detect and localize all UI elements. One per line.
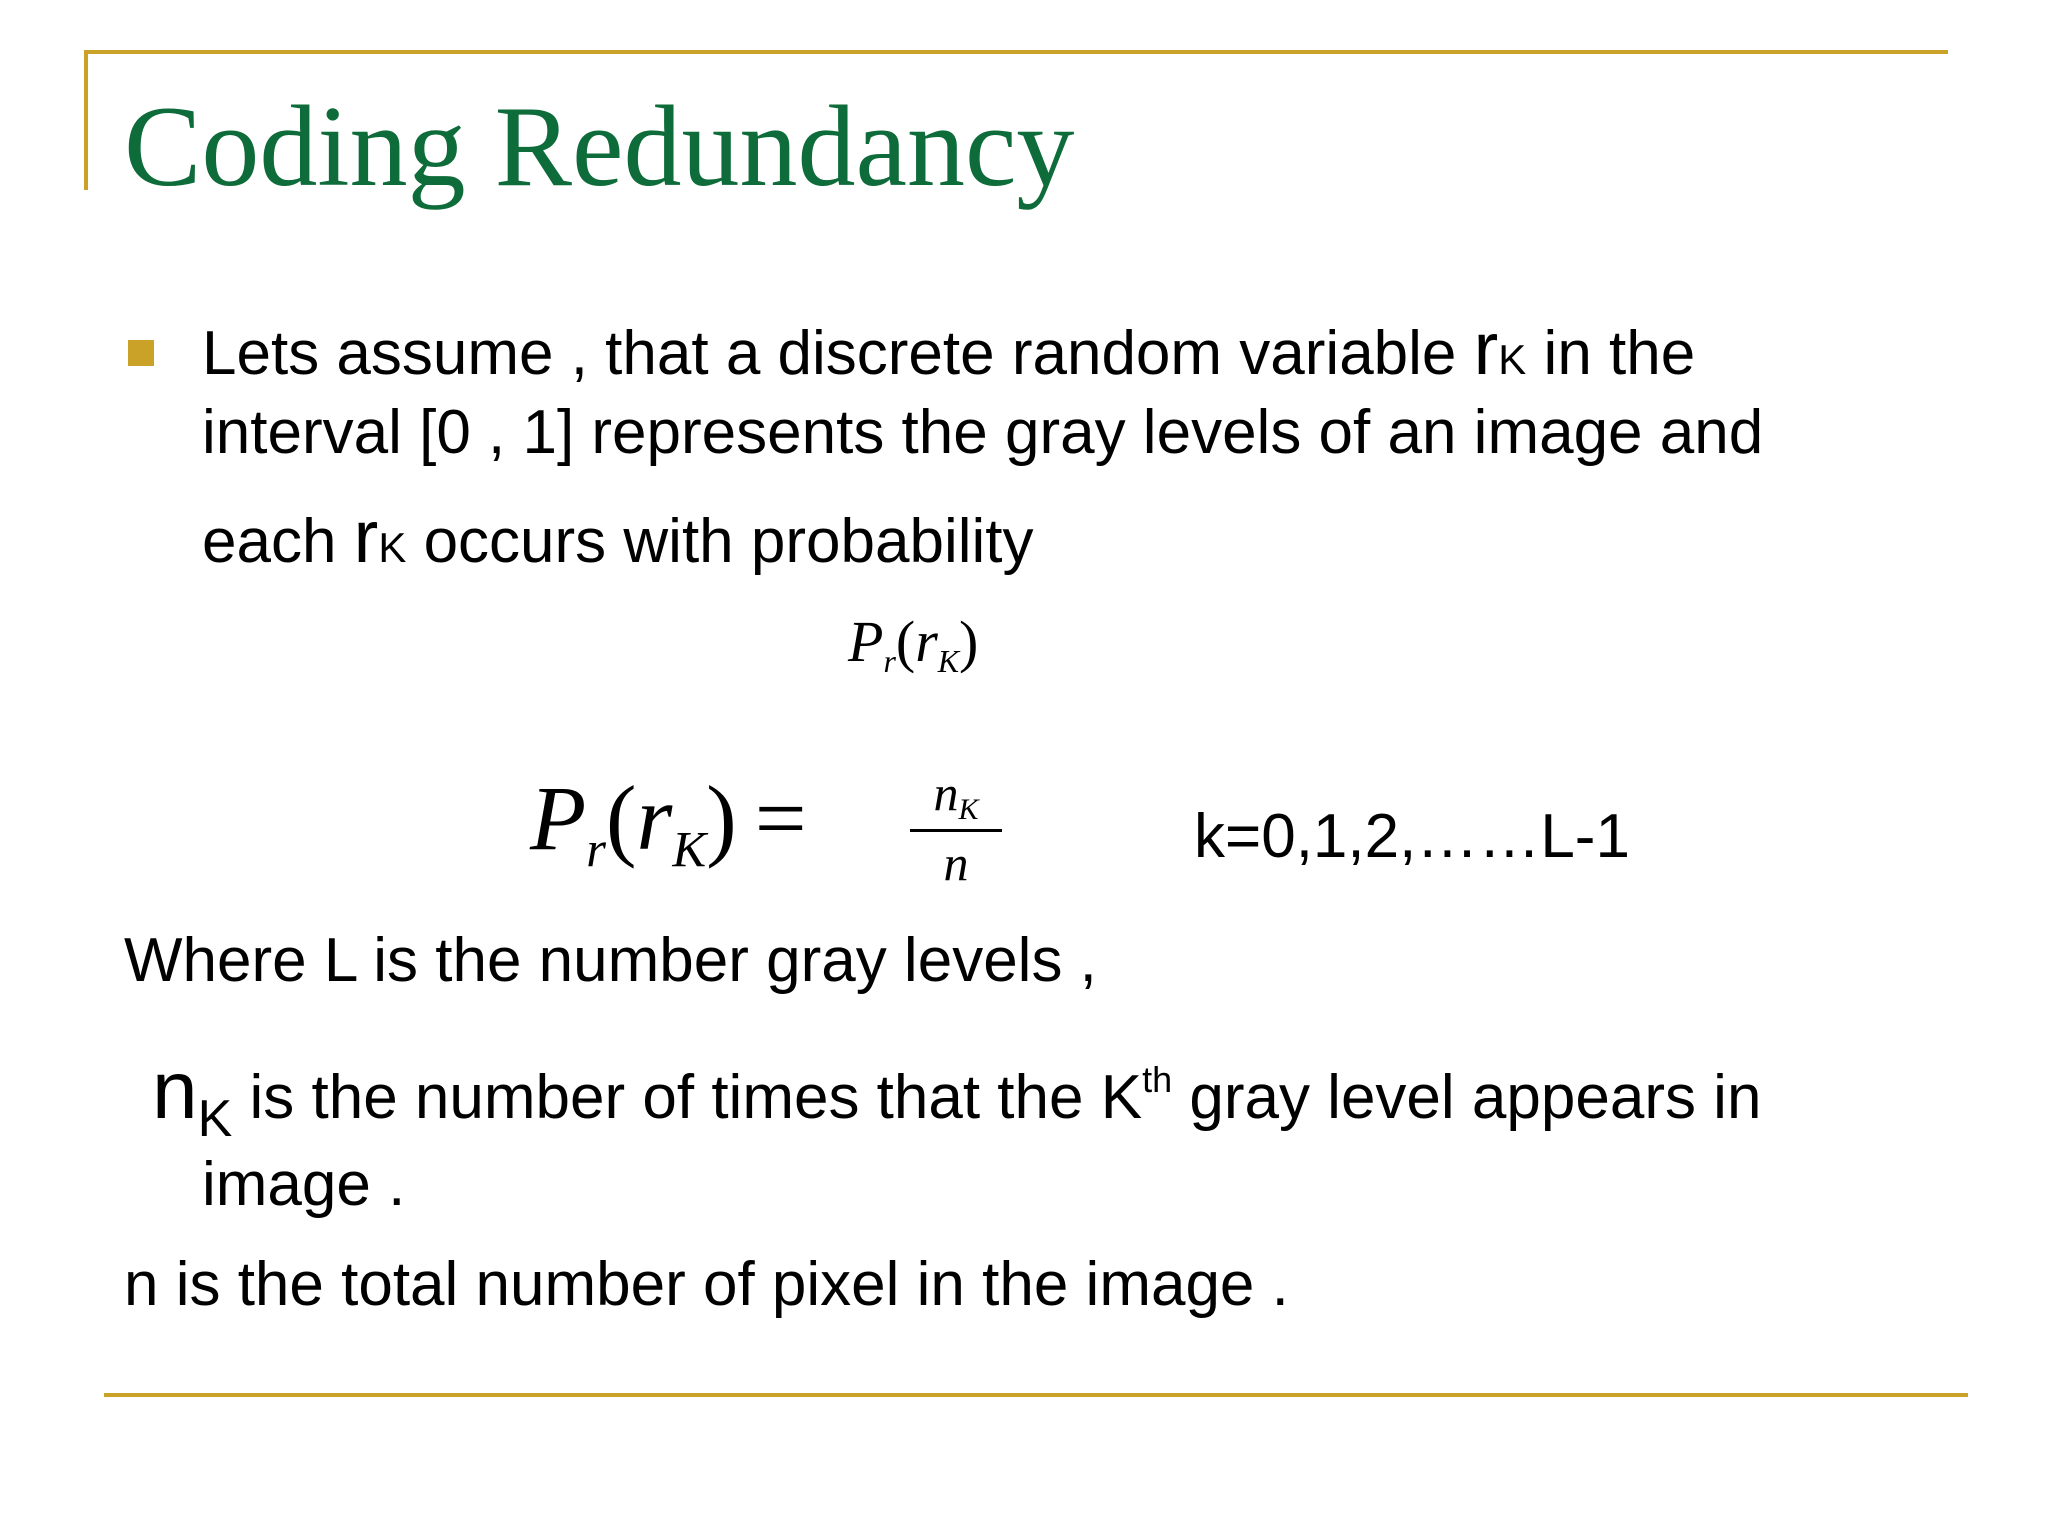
nk-symbol: n	[152, 1045, 198, 1136]
fraction-denominator: n	[943, 835, 969, 891]
top-gold-rule	[84, 50, 1948, 54]
random-variable-subscript: K	[378, 524, 407, 571]
probability-expression: $P_r(r_K)$	[848, 609, 979, 680]
bullet-line-3	[202, 495, 1034, 578]
kth-superscript: th	[1142, 1059, 1173, 1100]
slide-title: Coding Redundancy	[124, 83, 1075, 211]
where-line: Where L is the number gray levels ,	[124, 926, 1097, 995]
fraction-bar	[910, 829, 1002, 832]
random-variable-r: r	[353, 495, 379, 578]
bullet-line-1	[202, 307, 1696, 390]
probability-formula-lhs: $P_r(r_K)$ =	[530, 767, 807, 878]
left-gold-rule	[84, 50, 88, 190]
nk-definition-continuation: image .	[202, 1150, 406, 1219]
fraction-numerator: $n_K$	[933, 765, 979, 826]
probability-fraction	[910, 765, 1002, 891]
k-range: k=0,1,2,……L-1	[1194, 802, 1630, 871]
nk-subscript: K	[197, 1090, 233, 1148]
bottom-gold-rule	[104, 1393, 1968, 1397]
nk-definition-line	[152, 1045, 1762, 1148]
bullet-line-2: interval [0 , 1] represents the gray levels of an image and	[202, 398, 1764, 467]
random-variable-subscript: K	[1498, 336, 1527, 383]
bullet-line-3-text: each	[202, 507, 354, 576]
bullet-line-3-end: occurs with probability	[406, 507, 1034, 576]
nk-text: is the number of times that the K	[232, 1063, 1143, 1132]
square-bullet-icon	[128, 340, 154, 366]
bullet-line-1-text: Lets assume , that a discrete random variable	[202, 319, 1474, 388]
random-variable-r: r	[1473, 307, 1499, 390]
n-definition-line: n is the total number of pixel in the image .	[124, 1250, 1289, 1319]
bullet-line-1-end: in the	[1526, 319, 1696, 388]
nk-text-end: gray level appears in	[1172, 1063, 1762, 1132]
